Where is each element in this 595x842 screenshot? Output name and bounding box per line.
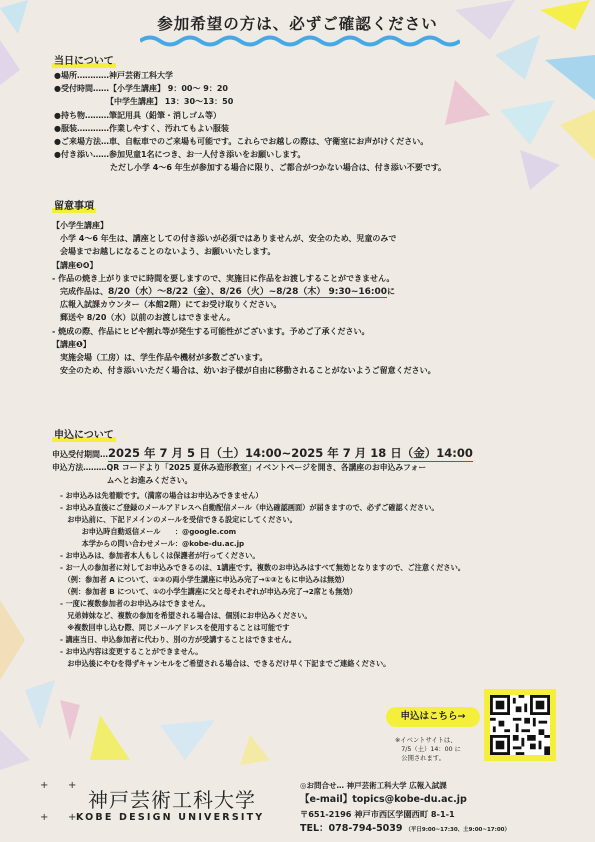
- rule-line: ※複数回申し込む際、同じメールアドレスを使用することは可能です: [60, 623, 290, 632]
- plus-mark: +: [40, 812, 49, 823]
- period-dates: 2025 年 7 月 5 日（土）14:00~2025 年 7 月 18 日（金）14:00: [108, 446, 473, 460]
- note-line: 広報入試課カウンター（本館2階）にてお受け取りください。: [52, 300, 282, 310]
- rule-line: - お申込みは先着順です。（満席の場合はお申込みできません）: [60, 491, 263, 500]
- event-site-note: ※イベントサイトは、 7/5（土）14：00 に 公開されます。: [395, 737, 461, 762]
- qr-code-icon[interactable]: [490, 695, 550, 755]
- contact-tel-line: [300, 821, 510, 835]
- section-heading-apply: 申込について: [54, 430, 114, 441]
- day-line: ●服装…………作業しやすく、汚れてもよい服装: [54, 123, 229, 133]
- pickup-dates-line: 完成作品は、8/20（水）～8/22（金）、8/26（火）~8/28（木） 9:30~16:00に: [52, 286, 396, 297]
- wave-divider: [140, 34, 460, 48]
- note-line: - 焼成の際、作品にヒビや割れ等が発生する可能性がございます。予めご了承ください。: [52, 326, 370, 336]
- day-line: ●場所…………神戸芸術工科大学: [54, 71, 173, 80]
- note-line: 郵送や 8/20（水）以前のお渡しはできません。: [52, 313, 235, 323]
- contact-email[interactable]: 【e-mail】topics@kobe-du.ac.jp: [300, 794, 467, 805]
- university-logo-jp: 神戸芸術工科大学: [88, 788, 256, 812]
- section-heading-day: 当日について: [54, 56, 114, 67]
- note-line: 会場までお越しになることのないよう、お願いいたします。: [52, 247, 276, 257]
- page-title: 参加希望の方は、必ずご確認ください: [157, 15, 438, 33]
- application-period: 申込受付期間…2025 年 7 月 5 日（土）14:00~2025 年 7 月 18 日（金）14:00: [52, 446, 473, 460]
- rule-line: 本学からの問い合わせメール：@kobe-du.ac.jp: [60, 539, 245, 548]
- plus-mark: +: [68, 812, 77, 823]
- rule-line: （例：参加者 A について、①③の両小学生講座に申込み完了→①③ともに申込みは無効）: [60, 575, 349, 584]
- day-line: ●受付時間……【小学生講座】 9：00～ 9：20: [54, 84, 228, 94]
- rule-line: - お申込みは、参加者本人もしくは保護者が行ってください。: [60, 551, 260, 560]
- rule-line: お申込時自動返信メール ：@google.com: [60, 527, 237, 536]
- note-line: 実施会場（工房）は、学生作品や機材が多数ございます。: [52, 352, 268, 362]
- plus-mark: +: [40, 780, 49, 791]
- apply-here-button[interactable]: 申込はこちら→: [386, 707, 480, 727]
- day-line: ●ご来場方法…車、自転車でのご来場も可能です。これらでお越しの際は、守衛室にお声がけください。: [54, 136, 429, 146]
- note-line: 安全のため、付き添いいただく場合は、幼いお子様が自由に移動されることがないようご留意ください。: [52, 366, 436, 376]
- plus-mark: +: [68, 780, 77, 791]
- contact-address: 〒651-2196 神戸市西区学園西町 8-1-1: [300, 809, 455, 819]
- contact-info: [300, 779, 510, 835]
- day-line: ただし小学 4～6 年生が参加する場合に限り、ご都合がつかない場合は、付き添い不要です。: [54, 163, 447, 173]
- contact-tel: TEL：078-794-5039: [300, 823, 403, 834]
- note-line: 小学 4～6 年生は、講座としての付き添いが必須ではありませんが、安全のため、児童のみで: [52, 234, 397, 244]
- rule-line: 兄弟姉妹など、複数の参加を希望される場合は、個別にお申込みください。: [60, 611, 312, 620]
- day-line: ●持ち物………筆記用具（鉛筆・消しゴム等）: [54, 110, 221, 120]
- rule-line: - お一人の参加者に対してお申込みできるのは、1講座です。複数のお申込みはすべて無効となりますので、ご注意ください。: [60, 563, 465, 572]
- rule-line: お申込後にやむを得ずキャンセルをご希望される場合は、できるだけ早く下記までご連絡ください。: [60, 659, 391, 668]
- apply-rules: [60, 490, 465, 670]
- day-line: ●付き添い……参加児童1名につき、お一人付き添いをお願いします。: [54, 150, 306, 160]
- contact-line: ◎お問合せ… 神戸芸術工科大学 広報入試課: [300, 781, 447, 790]
- note-line: - 作品の焼き上がりまでに時間を要しますので、実施日に作品をお渡しすることができません。: [52, 273, 395, 283]
- notes-details: [52, 219, 436, 377]
- note-line: 【講座❸❹】: [52, 260, 98, 270]
- rule-line: - 一度に複数参加者のお申込みはできません。: [60, 599, 210, 608]
- section-heading-notes: 留意事項: [54, 201, 94, 212]
- day-line: 【中学生講座】 13：30～13：50: [54, 97, 234, 107]
- note-line: 【小学生講座】: [52, 221, 108, 230]
- method-line: ムへとお進みください。: [52, 475, 193, 485]
- apply-method: [52, 462, 426, 487]
- rule-line: （例：参加者 B について、①の小学生講座に父と母それぞれが申込み完了→2席とも無効）: [60, 587, 357, 596]
- rule-line: - 講座当日、申込参加者に代わり、別の方が受講することはできません。: [60, 635, 296, 644]
- rule-line: - お申込内容は変更することができません。: [60, 647, 203, 656]
- method-line: 申込方法………QR コードより「2025 夏休み造形教室」イベントページを開き、各講座のお申込みフォー: [52, 463, 427, 472]
- pickup-dates: 8/20（水）～8/22（金）、8/26（火）~8/28（木） 9:30~16:00: [108, 286, 388, 297]
- rule-line: お申込前に、下記ドメインのメールを受信できる設定にしてください。: [60, 515, 297, 524]
- university-logo-en: KOBE DESIGN UNIVERSITY: [76, 812, 265, 823]
- day-details: [54, 69, 446, 175]
- contact-hours: （平日9:00~17:30、土9:00~17:00）: [405, 827, 510, 833]
- rule-line: - お申込み直後にご登録のメールアドレスへ自動配信メール（申込確認画面）が届きますので、必ずご確認ください。: [60, 503, 439, 512]
- note-line: 【講座❶】: [52, 339, 91, 349]
